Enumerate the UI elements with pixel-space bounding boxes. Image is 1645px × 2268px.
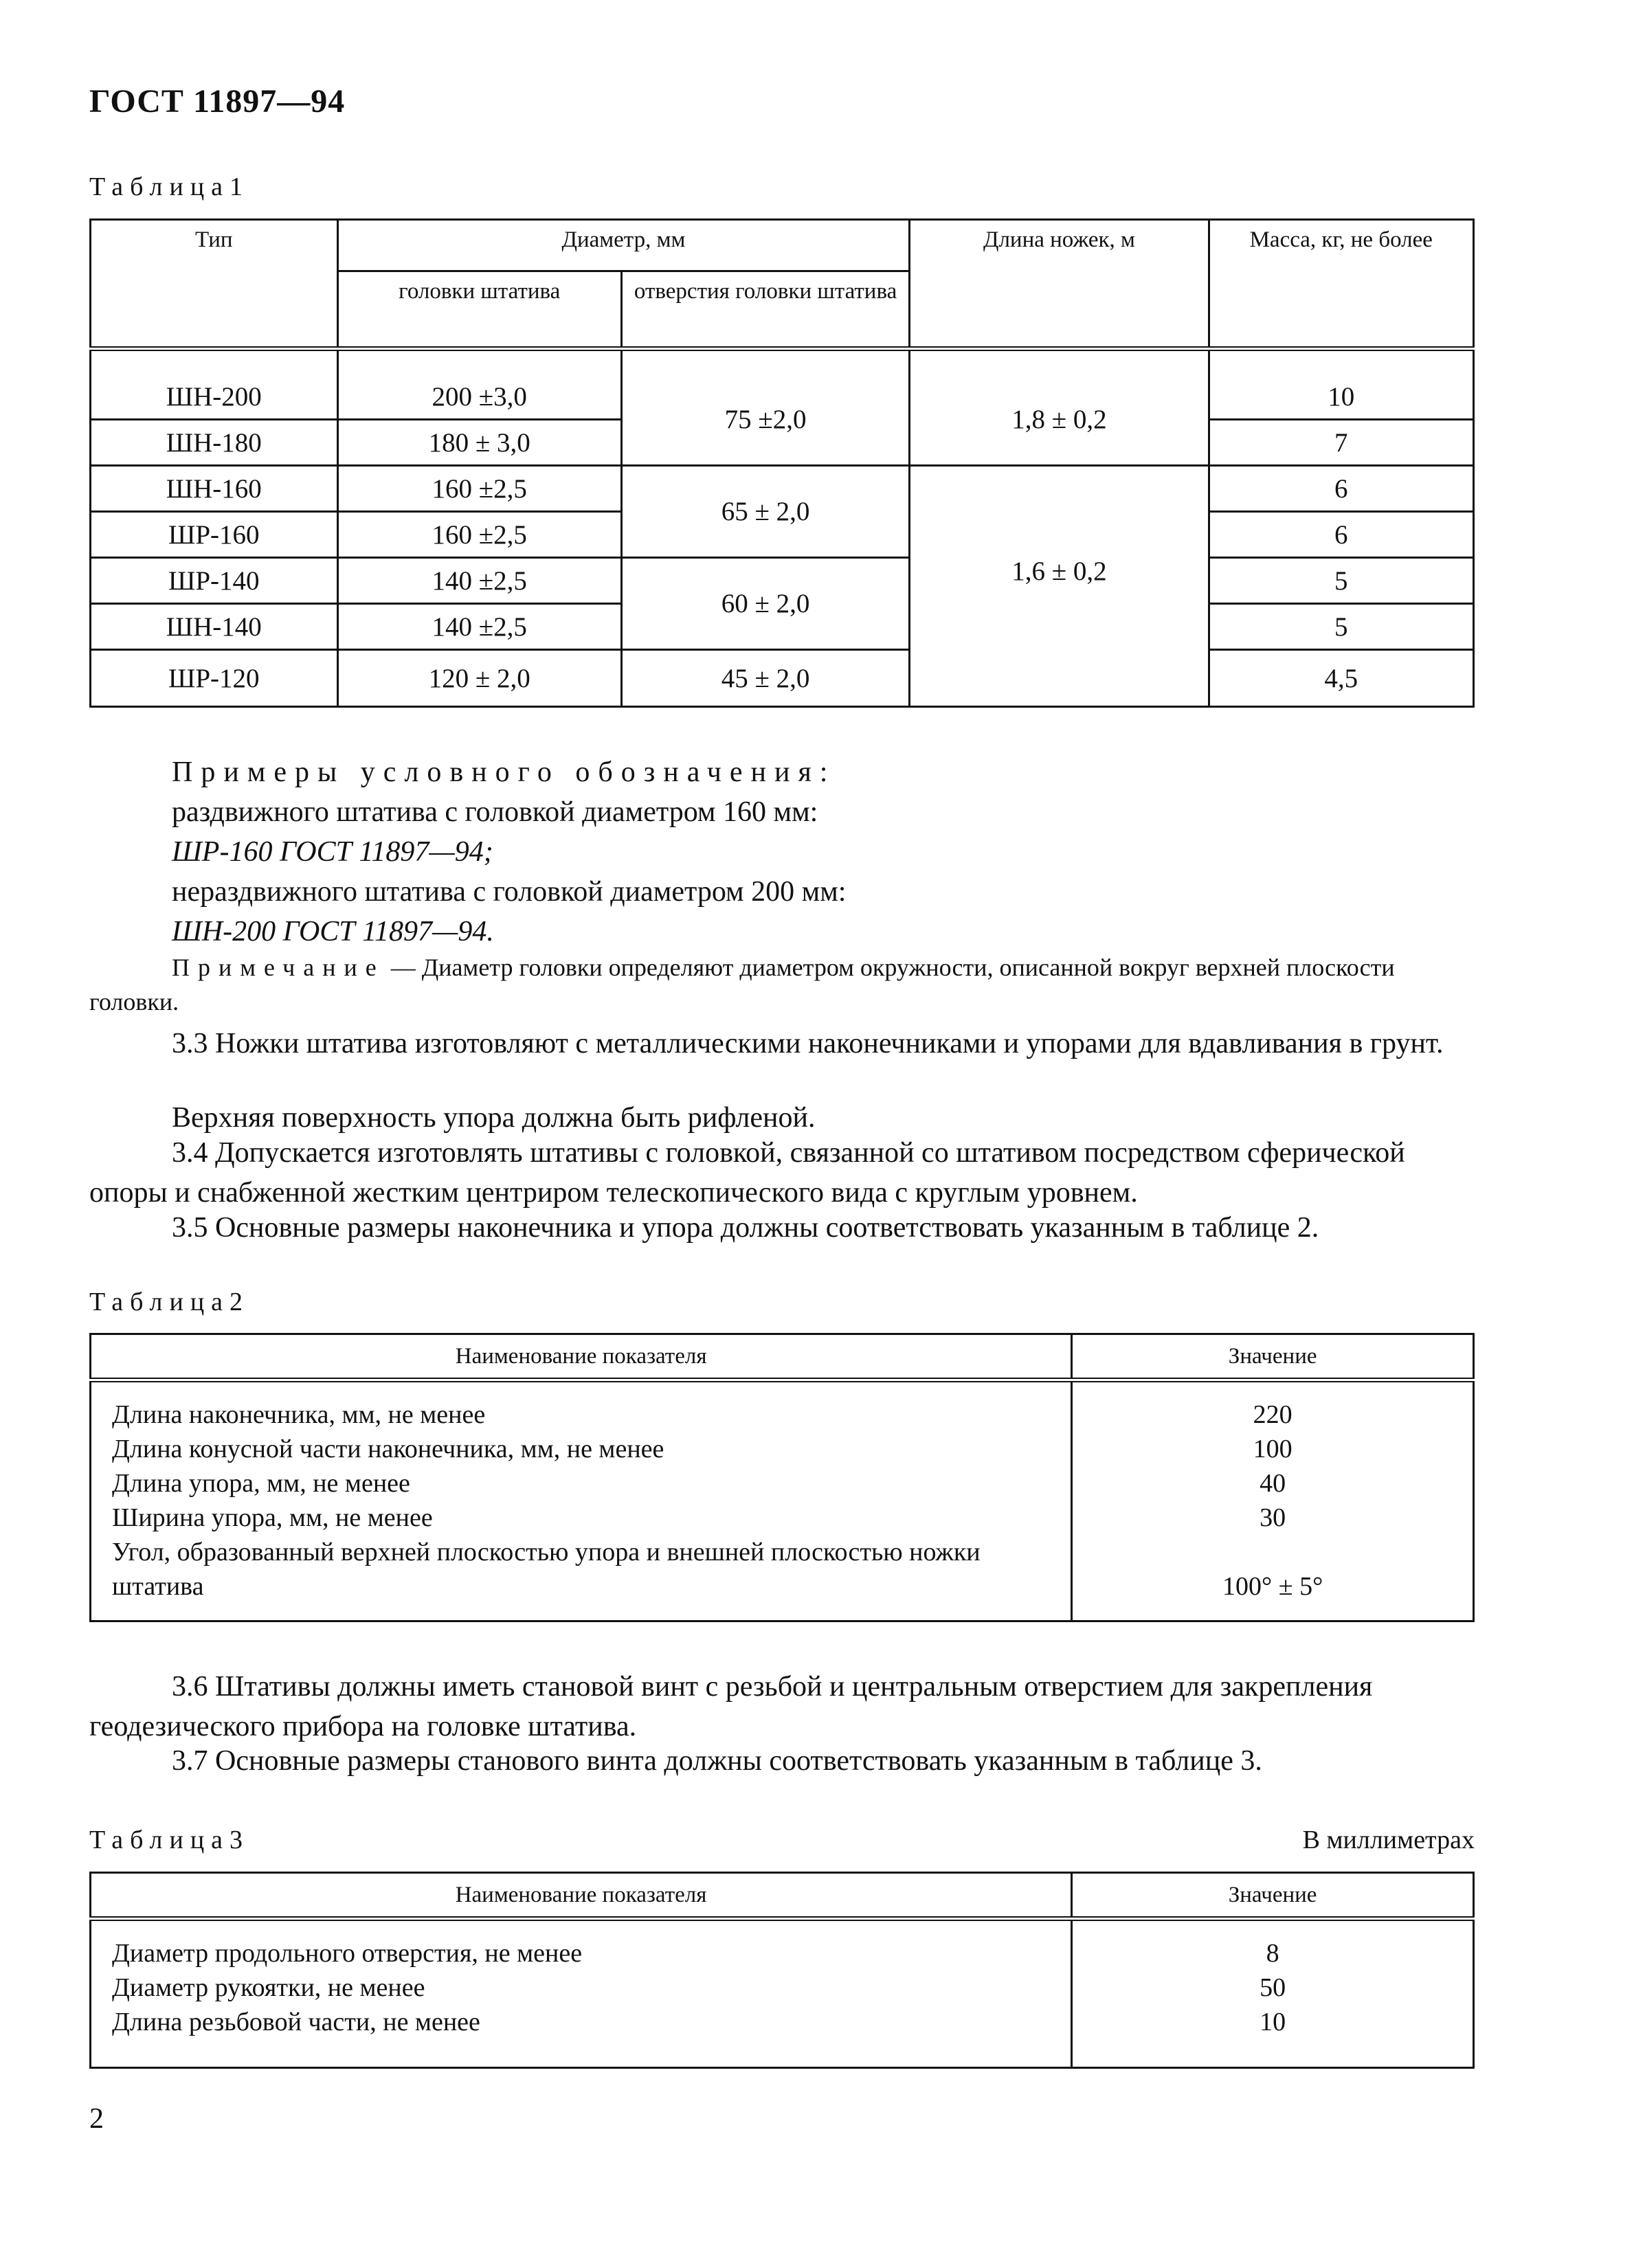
t1-mass: 5 [1209,558,1473,604]
t1-header-hole: отверстия головки штатива [621,271,909,349]
t2-header-name: Наименование показателя [91,1334,1072,1380]
table-row: Длина наконечника, мм, не менее [112,1400,486,1429]
table-row [91,558,1474,604]
t1-type: ШН-180 [91,420,338,466]
table-cell-value: 100° ± 5° [1222,1572,1323,1601]
table-row [91,466,1474,512]
paragraph-3-6: 3.6 Штативы должны иметь становой винт с резьбой и центральным отверстием для закрепления геодезического прибора на головке штатива. [89,1671,1373,1742]
table-row [91,650,1474,707]
examples-block [172,752,1557,952]
t1-hole: 60 ± 2,0 [621,558,909,650]
note [89,950,1475,1019]
t1-mass: 10 [1209,374,1473,420]
t1-mass: 6 [1209,512,1473,558]
paragraph-3-3b: Верхняя поверхность упора должна быть рифленой. [172,1102,816,1134]
table-row: Длина конусной части наконечника, мм, не менее [112,1435,664,1463]
example-code-2: ШН-200 ГОСТ 11897—94. [172,916,494,947]
t3-values [1072,1919,1474,2068]
t1-type: ШН-140 [91,604,338,650]
table2-caption: Таблица2 [89,1288,250,1316]
table-cell-value: 220 [1253,1400,1292,1429]
t1-mass: 4,5 [1209,650,1473,707]
t1-type: ШР-140 [91,558,338,604]
t1-header-diameter: Диаметр, мм [337,220,910,271]
table-cell-value: 10 [1260,2008,1286,2036]
paragraph-3-5: 3.5 Основные размеры наконечника и упора должны соответствовать указанным в таблице 2. [172,1212,1319,1244]
paragraph-3-3: 3.3 Ножки штатива изготовляют с металлическими наконечниками и упорами для вдавливания в грунт. [172,1028,1444,1059]
example-line-2: нераздвижного штатива с головкой диаметром 200 мм: [172,876,847,908]
t1-type: ШР-160 [91,512,338,558]
t3-header-name: Наименование показателя [91,1873,1072,1919]
table-cell-value: 30 [1260,1503,1286,1532]
t1-head: 160 ±2,5 [337,466,621,512]
t1-hole: 65 ± 2,0 [621,466,909,558]
t2-names [91,1380,1072,1621]
table-row: Угол, образованный верхней плоскостью упора и внешней плоскостью ножки штатива [112,1538,981,1601]
examples-title: Примеры условного обозначения: [172,756,836,788]
page-number: 2 [89,2103,104,2135]
t2-values [1072,1380,1474,1621]
t1-head: 120 ± 2,0 [337,650,621,707]
t1-legs: 1,6 ± 0,2 [910,466,1209,707]
t3-header-value: Значение [1072,1873,1474,1919]
t1-legs: 1,8 ± 0,2 [910,374,1209,466]
t1-head: 160 ±2,5 [337,512,621,558]
example-line-1: раздвижного штатива с головкой диаметром 160 мм: [172,796,818,828]
table3-units: В миллиметрах [1302,1826,1475,1854]
t1-type: ШР-120 [91,650,338,707]
table3 [89,1872,1475,2069]
t1-mass: 7 [1209,420,1473,466]
t1-type: ШН-200 [91,374,338,420]
t1-head: 140 ±2,5 [337,604,621,650]
paragraph-3-7: 3.7 Основные размеры станового винта должны соответствовать указанным в таблице 3. [172,1745,1262,1777]
t1-mass: 5 [1209,604,1473,650]
table-row: Ширина упора, мм, не менее [112,1503,433,1532]
table-cell-value: 50 [1260,1973,1286,2002]
t1-hole: 45 ± 2,0 [621,650,909,707]
table-row: Диаметр продольного отверстия, не менее [112,1939,583,1968]
table3-caption: Таблица3 [89,1826,250,1854]
t1-head: 200 ±3,0 [337,374,621,420]
table-cell-value: 8 [1266,1939,1279,1968]
table1 [89,218,1475,708]
t2-header-value: Значение [1072,1334,1474,1380]
t1-hole: 75 ±2,0 [621,374,909,466]
t3-names [91,1919,1072,2068]
document-header: ГОСТ 11897—94 [89,83,346,120]
example-code-1: ШР-160 ГОСТ 11897—94; [172,836,493,868]
table-row: Длина упора, мм, не менее [112,1469,410,1498]
t1-header-legs: Длина ножек, м [910,220,1209,349]
table-cell-value: 40 [1260,1469,1286,1498]
table-cell-value: 100 [1253,1435,1292,1463]
t1-head: 180 ± 3,0 [337,420,621,466]
table1-caption: Таблица1 [89,172,250,201]
note-label: Примечание [172,954,385,981]
table-row: Длина резьбовой части, не менее [112,2008,480,2036]
table-row [91,374,1474,420]
t1-header-head: головки штатива [337,271,621,349]
paragraph-3-4: 3.4 Допускается изготовлять штативы с головкой, связанной со штативом посредством сферической опоры и снабженной жестким центриром телескопического вида с круглым уровнем. [89,1137,1405,1209]
table-row: Диаметр рукоятки, не менее [112,1973,425,2002]
t1-mass: 6 [1209,466,1473,512]
table2 [89,1333,1475,1622]
t1-type: ШН-160 [91,466,338,512]
note-text: — Диаметр головки определяют диаметром окружности, описанной вокруг верхней плоскости головки. [89,954,1395,1015]
t1-head: 140 ±2,5 [337,558,621,604]
t1-header-type: Тип [91,220,338,349]
t1-header-mass: Масса, кг, не более [1209,220,1473,349]
